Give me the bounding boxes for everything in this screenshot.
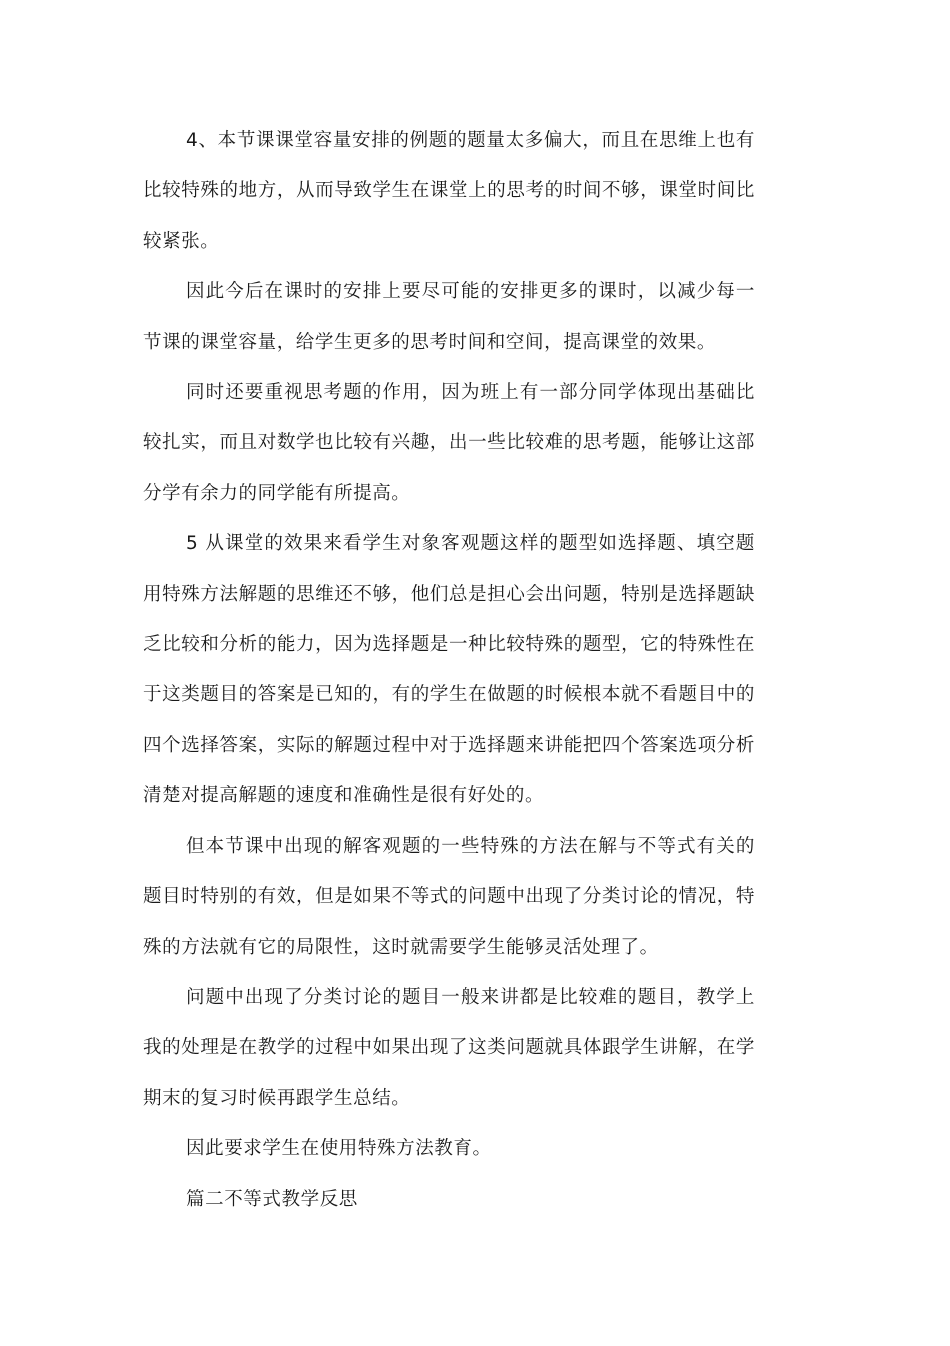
paragraph-6: 问题中出现了分类讨论的题目一般来讲都是比较难的题目，教学上我的处理是在教学的过程中如果出现了这类问题就具体跟学生讲解，在学期末的复习时候再跟学生总结。 xyxy=(143,986,755,1109)
document-body xyxy=(143,116,755,1225)
section-heading: 篇二不等式教学反思 xyxy=(186,1188,358,1210)
paragraph-1: 4、本节课课堂容量安排的例题的题量太多偏大，而且在思维上也有比较特殊的地方，从而导致学生在课堂上的思考的时间不够，课堂时间比较紧张。 xyxy=(143,130,755,252)
paragraph-4: 5 从课堂的效果来看学生对象客观题这样的题型如选择题、填空题用特殊方法解题的思维还不够，他们总是担心会出问题，特别是选择题缺乏比较和分析的能力，因为选择题是一种比较特殊的题型，它的特殊性在于这类题目的答案是已知的，有的学生在做题的时候根本就不看题目中的四个选择答案，实际的解题过程中对于选择题来讲能把四个答案选项分析清楚对提高解题的速度和准确性是很有好处的。 xyxy=(143,533,755,807)
paragraph-7: 因此要求学生在使用特殊方法教育。 xyxy=(186,1138,492,1160)
paragraph-3: 同时还要重视思考题的作用，因为班上有一部分同学体现出基础比较扎实，而且对数学也比较有兴趣，出一些比较难的思考题，能够让这部分学有余力的同学能有所提高。 xyxy=(143,382,755,504)
paragraph-5: 但本节课中出现的解客观题的一些特殊的方法在解与不等式有关的题目时特别的有效，但是如果不等式的问题中出现了分类讨论的情况，特殊的方法就有它的局限性，这时就需要学生能够灵活处理了。 xyxy=(143,835,755,958)
paragraph-2: 因此今后在课时的安排上要尽可能的安排更多的课时，以减少每一节课的课堂容量，给学生更多的思考时间和空间，提高课堂的效果。 xyxy=(143,281,755,353)
